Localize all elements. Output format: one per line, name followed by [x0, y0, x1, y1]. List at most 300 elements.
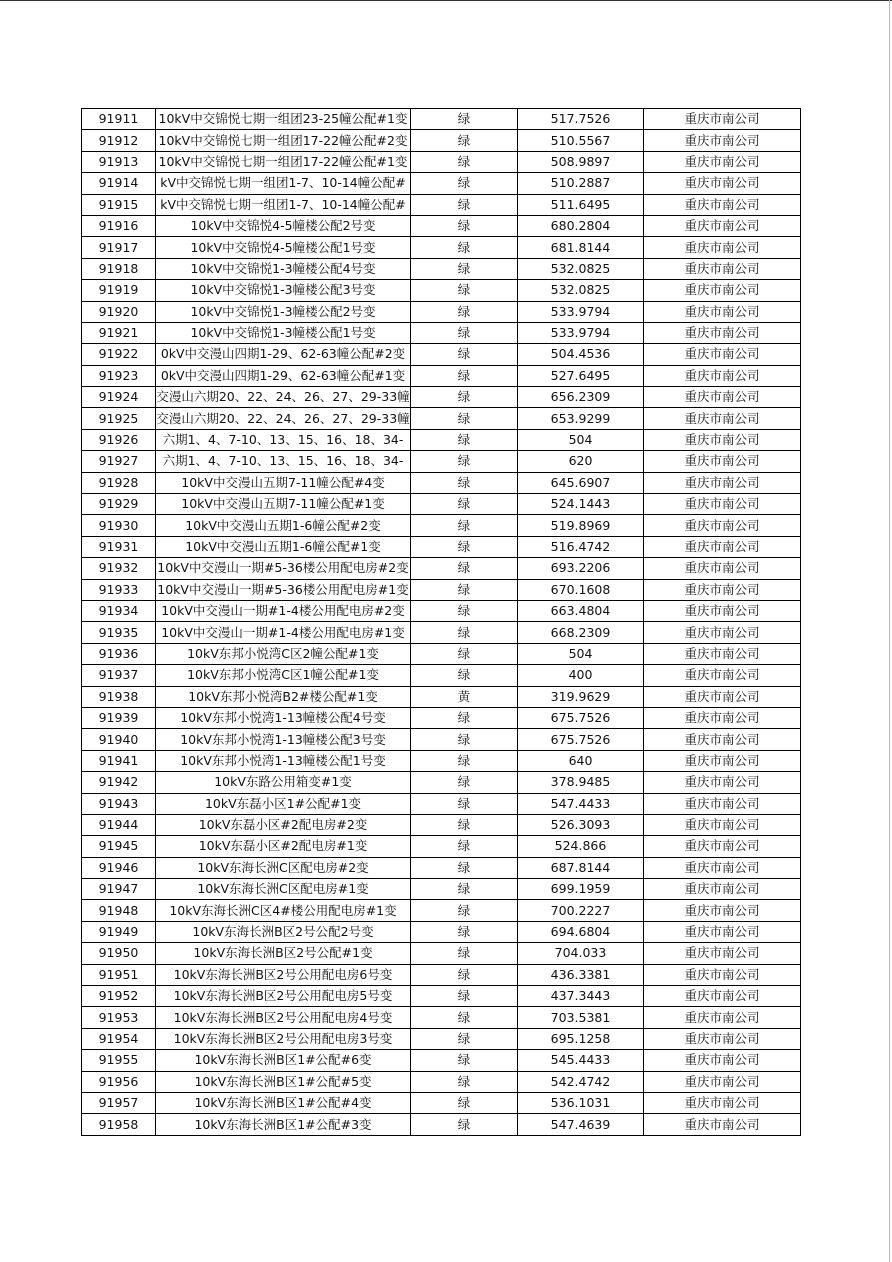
company: 重庆市南公司: [684, 752, 760, 768]
value-cell: [518, 900, 644, 921]
value: 645.6907: [550, 474, 611, 490]
value-cell: [518, 1007, 644, 1028]
value: 533.9794: [550, 325, 611, 341]
row-id-cell: [82, 964, 156, 985]
status-color: 绿: [457, 1030, 471, 1046]
transformer-name-cell: [156, 1007, 411, 1028]
transformer-name-cell: [156, 836, 411, 857]
row-id-cell: [82, 408, 156, 429]
row-id-cell: [82, 387, 156, 408]
transformer-name: 10kV中交锦悦七期一组团17-22幢公配#1变: [158, 153, 408, 169]
company: 重庆市南公司: [684, 881, 760, 897]
table-row: [82, 472, 801, 493]
row-id-cell: [82, 173, 156, 194]
row-id: 91925: [98, 410, 139, 426]
table-row: [82, 429, 801, 450]
row-id: 91944: [98, 817, 139, 833]
status-color-cell: [411, 344, 518, 365]
value: 640: [568, 752, 593, 768]
company-cell: [644, 1071, 801, 1092]
table-row: [82, 643, 801, 664]
transformer-name: 10kV东海长洲B区1#公配#4变: [194, 1095, 372, 1111]
row-id-cell: [82, 1114, 156, 1135]
value-cell: [518, 280, 644, 301]
value-cell: [518, 707, 644, 728]
status-color: 绿: [457, 432, 471, 448]
company-cell: [644, 579, 801, 600]
row-id: 91935: [98, 624, 139, 640]
value-cell: [518, 772, 644, 793]
transformer-name: 10kV中交漫山一期#5-36楼公用配电房#2变: [157, 560, 409, 576]
status-color: 绿: [457, 603, 471, 619]
transformer-name-cell: [156, 772, 411, 793]
row-id-cell: [82, 836, 156, 857]
transformer-name-cell: [156, 793, 411, 814]
row-id: 91946: [98, 859, 139, 875]
status-color-cell: [411, 173, 518, 194]
transformer-name: 10kV东邦小悦湾1-13幢楼公配4号变: [180, 710, 386, 726]
row-id: 91927: [98, 453, 139, 469]
status-color-cell: [411, 215, 518, 236]
transformer-name-cell: [156, 237, 411, 258]
row-id-cell: [82, 1028, 156, 1049]
status-color-cell: [411, 558, 518, 579]
status-color-cell: [411, 429, 518, 450]
transformer-name-cell: [156, 1028, 411, 1049]
transformer-name-cell: [156, 900, 411, 921]
transformer-name-cell: [156, 173, 411, 194]
company: 重庆市南公司: [684, 817, 760, 833]
company-cell: [644, 836, 801, 857]
value-cell: [518, 686, 644, 707]
row-id: 91926: [98, 432, 139, 448]
company-cell: [644, 130, 801, 151]
transformer-name-cell: [156, 451, 411, 472]
status-color-cell: [411, 600, 518, 621]
status-color-cell: [411, 707, 518, 728]
transformer-name-cell: [156, 579, 411, 600]
status-color: 绿: [457, 1095, 471, 1111]
row-id: 91913: [98, 153, 139, 169]
transformer-name: 10kV东邦小悦湾1-13幢楼公配3号变: [180, 731, 386, 747]
status-color-cell: [411, 1028, 518, 1049]
status-color-cell: [411, 322, 518, 343]
company: 重庆市南公司: [684, 303, 760, 319]
status-color: 绿: [457, 132, 471, 148]
table-row: [82, 344, 801, 365]
company: 重庆市南公司: [684, 710, 760, 726]
transformer-name: 10kV中交锦悦七期一组团23-25幢公配#1变: [158, 111, 408, 127]
table-row: [82, 900, 801, 921]
value: 620: [568, 453, 593, 469]
company: 重庆市南公司: [684, 560, 760, 576]
status-color-cell: [411, 1050, 518, 1071]
status-color-cell: [411, 387, 518, 408]
transformer-name: 10kV东海长洲B区1#公配#5变: [194, 1073, 372, 1089]
row-id-cell: [82, 280, 156, 301]
transformer-name: 10kV中交锦悦4-5幢楼公配1号变: [190, 239, 376, 255]
transformer-name-cell: [156, 515, 411, 536]
status-color-cell: [411, 258, 518, 279]
status-color-cell: [411, 130, 518, 151]
transformer-name-cell: [156, 280, 411, 301]
company: 重庆市南公司: [684, 175, 760, 191]
value-cell: [518, 1071, 644, 1092]
status-color: 绿: [457, 496, 471, 512]
table-row: [82, 1071, 801, 1092]
transformer-name-cell: [156, 643, 411, 664]
value-cell: [518, 750, 644, 771]
row-id-cell: [82, 772, 156, 793]
table-row: [82, 857, 801, 878]
transformer-name-cell: [156, 814, 411, 835]
value: 687.8144: [550, 859, 611, 875]
value-cell: [518, 387, 644, 408]
company-cell: [644, 643, 801, 664]
value: 675.7526: [550, 710, 611, 726]
company-cell: [644, 280, 801, 301]
status-color-cell: [411, 964, 518, 985]
row-id: 91933: [98, 581, 139, 597]
transformer-name: 10kV东海长洲B区1#公配#6变: [194, 1052, 372, 1068]
company-cell: [644, 665, 801, 686]
table-row: [82, 194, 801, 215]
status-color: 绿: [457, 624, 471, 640]
row-id: 91921: [98, 325, 139, 341]
status-color: 绿: [457, 539, 471, 554]
value: 504: [568, 645, 593, 661]
company: 重庆市南公司: [684, 645, 760, 661]
row-id-cell: [82, 643, 156, 664]
status-color-cell: [411, 686, 518, 707]
value: 511.6495: [550, 196, 611, 212]
table-row: [82, 408, 801, 429]
value-cell: [518, 665, 644, 686]
value-cell: [518, 472, 644, 493]
page-right-border: [889, 0, 890, 1262]
value-cell: [518, 964, 644, 985]
company-cell: [644, 750, 801, 771]
value: 533.9794: [550, 303, 611, 319]
value-cell: [518, 579, 644, 600]
value: 547.4639: [550, 1116, 611, 1132]
company: 重庆市南公司: [684, 838, 760, 854]
status-color-cell: [411, 729, 518, 750]
value: 663.4804: [550, 603, 611, 619]
row-id: 91951: [98, 966, 139, 982]
transformer-name: 10kV中交锦悦1-3幢楼公配2号变: [190, 303, 376, 319]
value-cell: [518, 451, 644, 472]
table-row: [82, 151, 801, 172]
table-row: [82, 130, 801, 151]
company-cell: [644, 344, 801, 365]
row-id: 91950: [98, 945, 139, 961]
company: 重庆市南公司: [684, 795, 760, 811]
company: 重庆市南公司: [684, 988, 760, 1004]
status-color: 绿: [457, 667, 471, 683]
status-color-cell: [411, 750, 518, 771]
company-cell: [644, 215, 801, 236]
value: 400: [568, 667, 593, 683]
company-cell: [644, 472, 801, 493]
value: 547.4433: [550, 795, 611, 811]
row-id-cell: [82, 451, 156, 472]
transformer-name-cell: [156, 194, 411, 215]
value-cell: [518, 943, 644, 964]
status-color-cell: [411, 1007, 518, 1028]
row-id: 91924: [98, 389, 139, 405]
company: 重庆市南公司: [684, 239, 760, 255]
company-cell: [644, 900, 801, 921]
transformer-name: 10kV东海长洲B区1#公配#3变: [194, 1116, 372, 1132]
status-color: 绿: [457, 752, 471, 768]
table-row: [82, 515, 801, 536]
table-row: [82, 258, 801, 279]
value-cell: [518, 344, 644, 365]
transformer-name-cell: [156, 536, 411, 557]
transformer-name: 10kV东磊小区#2配电房#1变: [198, 838, 368, 854]
status-color-cell: [411, 772, 518, 793]
row-id: 91920: [98, 303, 139, 319]
company-cell: [644, 600, 801, 621]
row-id-cell: [82, 879, 156, 900]
table-row: [82, 237, 801, 258]
value: 319.9629: [550, 688, 611, 704]
transformer-name: 10kV中交漫山一期#1-4楼公用配电房#2变: [161, 603, 405, 619]
value: 675.7526: [550, 731, 611, 747]
table-row: [82, 836, 801, 857]
status-color-cell: [411, 515, 518, 536]
transformer-name-cell: [156, 109, 411, 130]
status-color-cell: [411, 793, 518, 814]
row-id: 91938: [98, 688, 139, 704]
value-cell: [518, 793, 644, 814]
table-row: [82, 301, 801, 322]
transformer-name-cell: [156, 472, 411, 493]
value: 508.9897: [550, 153, 611, 169]
value: 437.3443: [550, 988, 611, 1004]
transformer-name: 10kV中交漫山一期#1-4楼公用配电房#1变: [161, 624, 405, 640]
status-color: 绿: [457, 303, 471, 319]
value: 524.866: [554, 838, 607, 854]
company-cell: [644, 109, 801, 130]
row-id-cell: [82, 900, 156, 921]
table-row: [82, 986, 801, 1007]
row-id-cell: [82, 558, 156, 579]
company-cell: [644, 729, 801, 750]
status-color: 绿: [457, 881, 471, 897]
status-color: 绿: [457, 367, 471, 383]
value: 436.3381: [550, 966, 611, 982]
company-cell: [644, 429, 801, 450]
transformer-name-cell: [156, 857, 411, 878]
status-color-cell: [411, 879, 518, 900]
value-cell: [518, 986, 644, 1007]
row-id: 91958: [98, 1116, 139, 1132]
value-cell: [518, 836, 644, 857]
transformer-name-cell: [156, 130, 411, 151]
table-row: [82, 215, 801, 236]
status-color: 绿: [457, 924, 471, 940]
row-id: 91932: [98, 560, 139, 576]
company-cell: [644, 194, 801, 215]
transformer-name-cell: [156, 494, 411, 515]
row-id: 91942: [98, 774, 139, 790]
status-color: 绿: [457, 859, 471, 875]
company: 重庆市南公司: [684, 945, 760, 961]
value: 695.1258: [550, 1030, 611, 1046]
row-id-cell: [82, 1092, 156, 1113]
company: 重庆市南公司: [684, 902, 760, 918]
company: 重庆市南公司: [684, 1030, 760, 1046]
table-row: [82, 943, 801, 964]
value-cell: [518, 237, 644, 258]
transformer-name: 10kV东海长洲C区4#楼公用配电房#1变: [169, 902, 397, 918]
status-color: 绿: [457, 581, 471, 597]
row-id-cell: [82, 237, 156, 258]
company: 重庆市南公司: [684, 474, 760, 490]
value-cell: [518, 1092, 644, 1113]
transformer-name: 10kV中交漫山五期7-11幢公配#1变: [181, 496, 385, 512]
transformer-name: 10kV东路公用箱变#1变: [214, 774, 352, 790]
row-id-cell: [82, 921, 156, 942]
value: 510.2887: [550, 175, 611, 191]
company: 重庆市南公司: [684, 539, 760, 554]
table-row: [82, 707, 801, 728]
status-color-cell: [411, 365, 518, 386]
company-cell: [644, 1114, 801, 1135]
company-cell: [644, 879, 801, 900]
status-color-cell: [411, 280, 518, 301]
transformer-name: 10kV东海长洲B区2号公配#1变: [193, 945, 373, 961]
row-id-cell: [82, 151, 156, 172]
value-cell: [518, 322, 644, 343]
row-id-cell: [82, 429, 156, 450]
status-color: 绿: [457, 239, 471, 255]
status-color: 绿: [457, 196, 471, 212]
company: 重庆市南公司: [684, 924, 760, 940]
transformer-name: 10kV东海长洲B区2号公用配电房4号变: [173, 1009, 393, 1025]
status-color: 绿: [457, 325, 471, 341]
company: 重庆市南公司: [684, 603, 760, 619]
table-row: [82, 879, 801, 900]
transformer-name-cell: [156, 943, 411, 964]
transformer-name: kV中交锦悦七期一组团1-7、10-14幢公配#: [160, 196, 406, 212]
value: 693.2206: [550, 560, 611, 576]
status-color-cell: [411, 494, 518, 515]
table-row: [82, 793, 801, 814]
value-cell: [518, 173, 644, 194]
row-id: 91918: [98, 260, 139, 276]
company: 重庆市南公司: [684, 111, 760, 127]
row-id: 91939: [98, 710, 139, 726]
transformer-name: 10kV中交锦悦4-5幢楼公配2号变: [190, 218, 376, 234]
table-row: [82, 109, 801, 130]
row-id: 91914: [98, 175, 139, 191]
transformer-name: 交漫山六期20、22、24、26、27、29-33幢: [156, 410, 410, 426]
status-color-cell: [411, 986, 518, 1007]
table-row: [82, 494, 801, 515]
company-cell: [644, 921, 801, 942]
value: 524.1443: [550, 496, 611, 512]
transformer-name: 10kV东海长洲B区2号公用配电房6号变: [173, 966, 393, 982]
company-cell: [644, 1028, 801, 1049]
row-id: 91934: [98, 603, 139, 619]
transformer-table: [81, 108, 801, 1136]
value-cell: [518, 1028, 644, 1049]
company-cell: [644, 558, 801, 579]
company-cell: [644, 365, 801, 386]
transformer-name-cell: [156, 986, 411, 1007]
row-id: 91945: [98, 838, 139, 854]
company-cell: [644, 686, 801, 707]
value-cell: [518, 921, 644, 942]
value: 704.033: [554, 945, 607, 961]
company: 重庆市南公司: [684, 260, 760, 276]
company-cell: [644, 772, 801, 793]
value: 516.4742: [550, 539, 611, 554]
table-row: [82, 1007, 801, 1028]
table-row: [82, 1028, 801, 1049]
value: 536.1031: [550, 1095, 611, 1111]
company-cell: [644, 964, 801, 985]
transformer-name-cell: [156, 408, 411, 429]
status-color-cell: [411, 237, 518, 258]
status-color: 绿: [457, 474, 471, 490]
status-color-cell: [411, 921, 518, 942]
row-id-cell: [82, 536, 156, 557]
table-row: [82, 772, 801, 793]
status-color-cell: [411, 643, 518, 664]
row-id: 91949: [98, 924, 139, 940]
row-id: 91956: [98, 1073, 139, 1089]
company: 重庆市南公司: [684, 153, 760, 169]
transformer-name: 10kV中交漫山五期1-6幢公配#1变: [185, 539, 381, 554]
status-color: 绿: [457, 710, 471, 726]
row-id: 91947: [98, 881, 139, 897]
transformer-name-cell: [156, 344, 411, 365]
transformer-name: 10kV东海长洲C区配电房#2变: [197, 859, 369, 875]
company-cell: [644, 814, 801, 835]
value: 681.8144: [550, 239, 611, 255]
table-row: [82, 750, 801, 771]
table-row: [82, 600, 801, 621]
status-color: 绿: [457, 817, 471, 833]
table-row: [82, 622, 801, 643]
company-cell: [644, 515, 801, 536]
company-cell: [644, 1007, 801, 1028]
status-color-cell: [411, 1114, 518, 1135]
status-color-cell: [411, 1071, 518, 1092]
value-cell: [518, 857, 644, 878]
status-color: 绿: [457, 517, 471, 533]
company-cell: [644, 793, 801, 814]
value-cell: [518, 429, 644, 450]
transformer-name-cell: [156, 258, 411, 279]
transformer-name: 10kV中交锦悦1-3幢楼公配3号变: [190, 282, 376, 298]
value: 542.4742: [550, 1073, 611, 1089]
table-row: [82, 1114, 801, 1135]
company: 重庆市南公司: [684, 432, 760, 448]
row-id-cell: [82, 109, 156, 130]
transformer-name: 10kV中交锦悦七期一组团17-22幢公配#2变: [158, 132, 408, 148]
row-id-cell: [82, 622, 156, 643]
transformer-name-cell: [156, 365, 411, 386]
value-cell: [518, 643, 644, 664]
status-color: 绿: [457, 1073, 471, 1089]
transformer-name: 10kV东海长洲C区配电房#1变: [197, 881, 369, 897]
company: 重庆市南公司: [684, 1116, 760, 1132]
